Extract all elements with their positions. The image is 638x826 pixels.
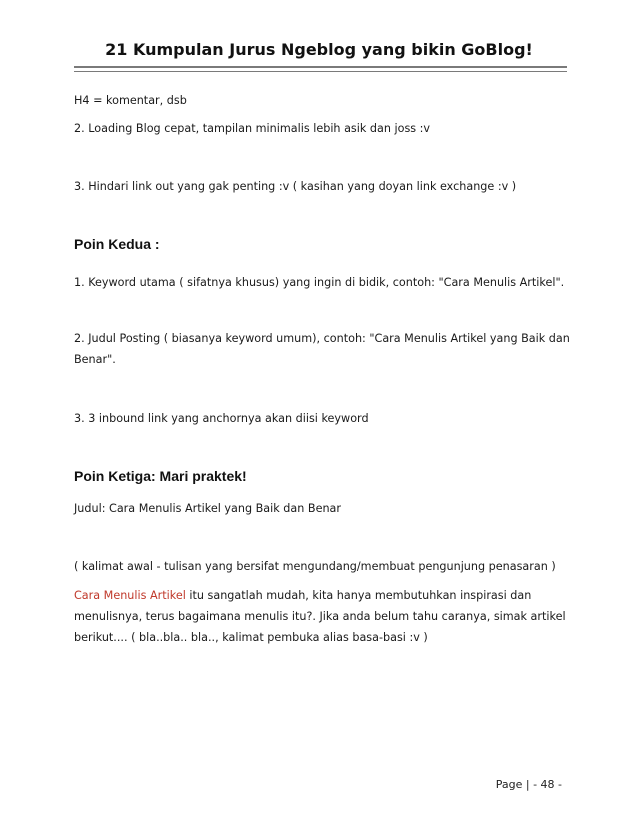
heading-poin-ketiga: Poin Ketiga: Mari praktek! <box>74 468 247 484</box>
list-item-kedua-1: 1. Keyword utama ( sifatnya khusus) yang ingin di bidik, contoh: "Cara Menulis Artikel". <box>74 276 565 289</box>
heading-poin-kedua: Poin Kedua : <box>74 236 160 252</box>
intro-paragraph <box>74 585 574 648</box>
list-item-linkout: 3. Hindari link out yang gak penting :v ( kasihan yang doyan link exchange :v ) <box>74 180 517 193</box>
judul-line: Judul: Cara Menulis Artikel yang Baik dan Benar <box>74 502 341 515</box>
page-number: Page | - 48 - <box>495 778 562 791</box>
list-item-kedua-3: 3. 3 inbound link yang anchornya akan diisi keyword <box>74 412 369 425</box>
intro-paragraph-text: itu sangatlah mudah, kita hanya membutuhkan inspirasi dan menulisnya, terus bagaimana menulis itu?. Jika anda belum tahu caranya, simak artikel berikut.... ( bla..bla.. bla.., kalimat pembuka alias basa-basi :v ) <box>74 589 566 644</box>
h4-line: H4 = komentar, dsb <box>74 94 187 107</box>
list-item-loading: 2. Loading Blog cepat, tampilan minimalis lebih asik dan joss :v <box>74 122 431 135</box>
article-link[interactable]: Cara Menulis Artikel <box>74 589 186 602</box>
list-item-kedua-2: 2. Judul Posting ( biasanya keyword umum), contoh: "Cara Menulis Artikel yang Baik dan Benar". <box>74 332 570 366</box>
page-header-title: 21 Kumpulan Jurus Ngeblog yang bikin GoBlog! <box>105 40 533 59</box>
kalimat-awal-line: ( kalimat awal - tulisan yang bersifat mengundang/membuat pengunjung penasaran ) <box>74 560 556 573</box>
header-divider <box>74 66 567 72</box>
